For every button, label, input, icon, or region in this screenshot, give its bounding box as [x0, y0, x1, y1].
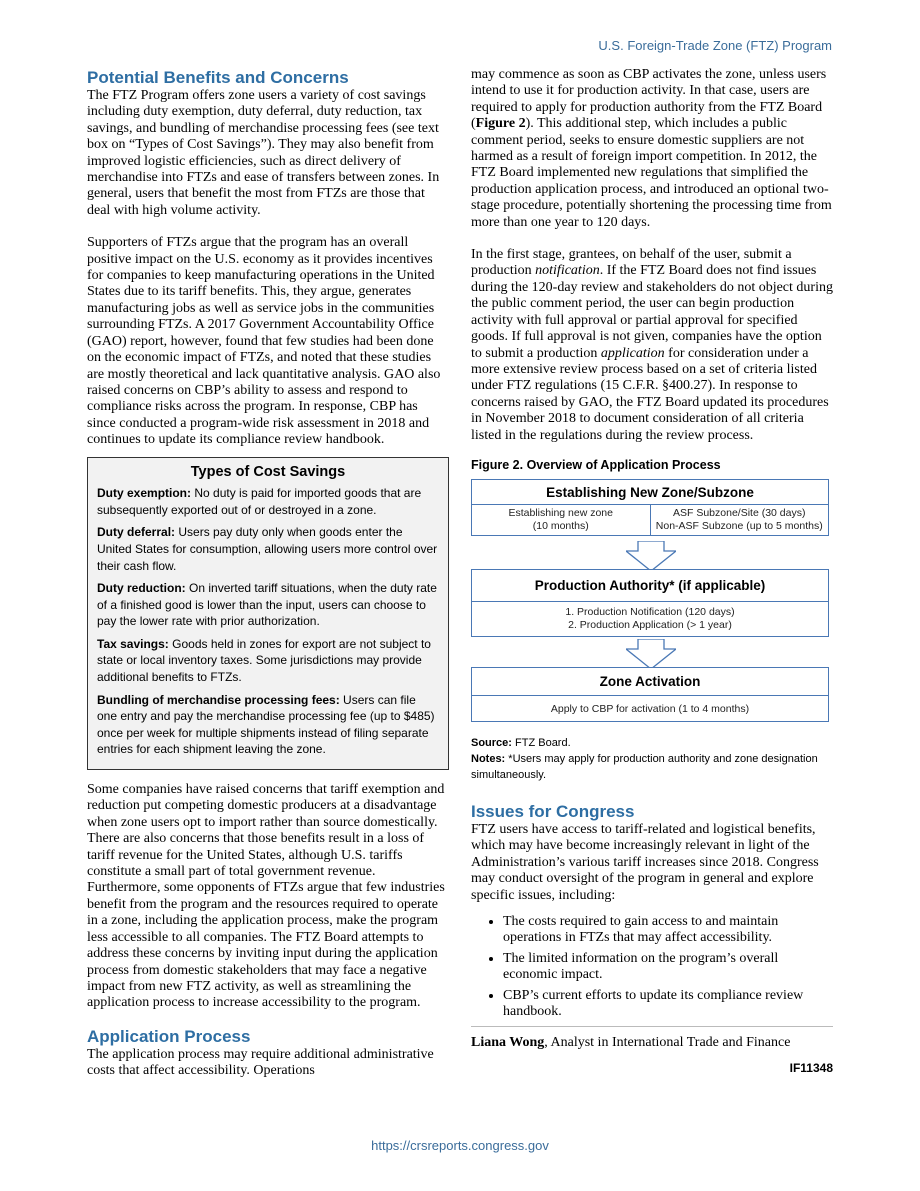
textbox-text: No duty is paid for imported goods that are subsequently exported out of or destroyed in a zone. [97, 486, 422, 517]
text-run: In the first stage, grantees, on behalf of the user, submit a production [471, 247, 792, 279]
flow-detail-line: ASF Subzone/Site (30 days) [673, 506, 806, 519]
figure-source [471, 735, 833, 751]
flow-detail-line: (10 months) [532, 519, 589, 532]
running-header: U.S. Foreign-Trade Zone (FTZ) Program [598, 38, 832, 53]
textbox-item [97, 636, 439, 686]
textbox-text: On inverted tariff situations, when the duty rate of a finished good is lower than the input, users can choose to pay the lower rate with prior authorization. [97, 581, 437, 629]
application-flowchart [471, 479, 831, 729]
italic-term: application [600, 345, 665, 361]
flow-detail-new-zone [472, 505, 651, 535]
textbox-title: Types of Cost Savings [190, 463, 346, 480]
paragraph-issues: FTZ users have access to tariff-related and logistical benefits, which may have become increasingly relevant in light of the Administration’s various tariff increases since 2018. Congress may conduct oversight of the program in general and explore specific issues, including: [471, 821, 819, 903]
heading-application-process: Application Process [87, 1026, 251, 1046]
heading-issues-for-congress: Issues for Congress [471, 801, 635, 821]
textbox-text: Users pay duty only when goods enter the United States for consumption, allowing users more control over their cash flow. [97, 525, 438, 573]
paragraph-two-stage [471, 247, 833, 444]
textbox-item [97, 524, 439, 574]
textbox-term: Bundling of merchandise processing fees: [97, 692, 340, 707]
flow-detail-line: 1. Production Notification (120 days) [565, 605, 735, 618]
textbox-term: Duty deferral: [97, 525, 176, 540]
right-column [471, 67, 833, 1075]
textbox-item [97, 485, 439, 518]
textbox-term: Tax savings: [97, 636, 169, 651]
textbox-text: Goods held in zones for export are not subject to state or local inventory taxes. Some jurisdictions may provide additional benefits to FTZs. [97, 636, 431, 685]
footer-url-link[interactable]: https://crsreports.congress.gov [371, 1138, 549, 1153]
flow-detail-subzone [651, 505, 829, 535]
notes-label: Notes: [471, 752, 506, 765]
flow-box-new-zone [471, 479, 829, 536]
textbox-item [97, 692, 439, 758]
textbox-text: Users can file one entry and pay the merchandise processing fee (up to $485) once per week for multiple shipments instead of filing separate entries for each shipment leaving the zone. [97, 692, 435, 757]
textbox-term: Duty reduction: [97, 581, 186, 596]
textbox-term: Duty exemption: [97, 486, 192, 501]
flow-box-zone-activation [471, 667, 829, 722]
list-item: • CBP’s current efforts to update its compliance review handbook. [503, 988, 833, 1021]
text-run: for consideration under a more extensive review process based on a set of criteria listed under FTZ regulations (15 C.F.R. §400.27). In response to concerns raised by GAO, the FTZ Board updated its procedures in November 2018 to document consideration of all criteria listed in the regulations during the review process. [471, 345, 829, 443]
document-id: IF11348 [789, 1061, 833, 1076]
notes-text: *Users may apply for production authority and zone designation simultaneously. [471, 752, 818, 781]
left-column [87, 67, 449, 1080]
paragraph-application-2 [471, 67, 833, 231]
source-text: FTZ Board. [511, 736, 571, 749]
flow-detail-line: Establishing new zone [508, 506, 613, 519]
flow-box-details: Apply to CBP for activation (1 to 4 months) [472, 695, 828, 721]
heading-benefits: Potential Benefits and Concerns [87, 68, 349, 87]
paragraph-benefits-2: Supporters of FTZs argue that the program has an overall positive impact on the U.S. economy as it provides incentives for companies to keep manufacturing operations in the United States due to its tariff benefits. This, they argue, generates manufacturing jobs as well as service jobs in the communities surrounding FTZs. A 2017 Government Accountability Office (GAO) report, however, found that few studies had been done on the economic impact of FTZs, and noted that these studies are mostly theoretical and lack quantitative analysis. GAO also raised concerns on CBP’s ability to assess and respond to compliance risks across the program. In response, CBP has since conducted a program-wide risk assessment in 2018 and continues to update its compliance review handbook. [87, 235, 441, 448]
text-run: . If the FTZ Board does not find issues during the 120-day review and stakeholders do not object during the public comment period, the user can begin production activity with full approval or partial approval for specified goods. If full approval is not given, companies have the option to submit a production [471, 263, 833, 361]
figure-title: Figure 2. Overview of Application Process [471, 457, 721, 472]
figure-reference: Figure 2 [475, 116, 526, 132]
author-line [471, 1026, 833, 1051]
flow-box-details [472, 504, 828, 535]
list-item: • The costs required to gain access to and maintain operations in FTZs that may affect accessibility. [503, 914, 833, 947]
figure-notes [471, 751, 833, 783]
issues-list [471, 914, 833, 1020]
paragraph-concerns: Some companies have raised concerns that tariff exemption and reduction put competing domestic producers at a disadvantage when zone users opt to import rather than source domestically. There are also concerns that those benefits result in a loss of tariff revenue for the United States, although U.S. tariffs constitute a small part of total government revenue. Furthermore, some opponents of FTZs argue that few industries benefit from the program and the resources required to operate in a zone, including the application process, make the program less accessible to all companies. The FTZ Board attempts to address these concerns by inviting input during the application process from domestic stakeholders that may face a negative impact from new FTZ activity, as well as streamlining the application process to increase accessibility to the program. [87, 782, 445, 1011]
author-title: , Analyst in International Trade and Finance [544, 1035, 791, 1051]
author-name: Liana Wong [471, 1035, 545, 1051]
cost-savings-textbox [87, 457, 449, 771]
text-run: ). This additional step, which includes a public comment period, seeks to ensure domestic suppliers are not harmed as a result of foreign import competition. In 2012, the FTZ Board implemented new regulations that simplified the production application process, and introduced an optional two-stage procedure, potentially shortening the processing time from more than one year to 120 days. [471, 116, 832, 230]
paragraph-application-1: The application process may require additional administrative costs that affect accessibility. Operations [87, 1046, 434, 1079]
list-item: • The limited information on the program’s overall economic impact. [503, 951, 833, 984]
flow-box-production-authority [471, 569, 829, 637]
paragraph-benefits-1: The FTZ Program offers zone users a variety of cost savings including duty exemption, duty deferral, duty reduction, tax savings, and bundling of merchandise processing fees (see text box on “Types of Cost Savings”). They may also benefit from improved logistic efficiencies, such as direct delivery of merchandise into FTZs and ease of transfers between zones. In general, users that benefit the most from FTZs are those that deal with high volume activity. [87, 88, 440, 218]
flow-arrow-down-icon [626, 639, 676, 669]
flow-box-title: Production Authority* (if applicable) [534, 577, 766, 593]
flow-detail-line: 2. Production Application (> 1 year) [568, 618, 732, 631]
source-label: Source: [471, 736, 512, 749]
flow-detail-line: Non-ASF Subzone (up to 5 months) [655, 519, 823, 532]
text-run: may commence as soon as CBP activates the zone, unless users intend to use it for production activity. In that case, users are required to apply for production authority from the FTZ Board ( [471, 67, 827, 132]
flow-box-title: Establishing New Zone/Subzone [546, 484, 754, 500]
textbox-item [97, 580, 439, 630]
figure-source-notes [471, 735, 833, 783]
flow-box-title: Zone Activation [599, 673, 701, 689]
flow-arrow-down-icon [626, 541, 676, 571]
italic-term: notification [535, 263, 600, 279]
flow-box-details [472, 601, 828, 636]
